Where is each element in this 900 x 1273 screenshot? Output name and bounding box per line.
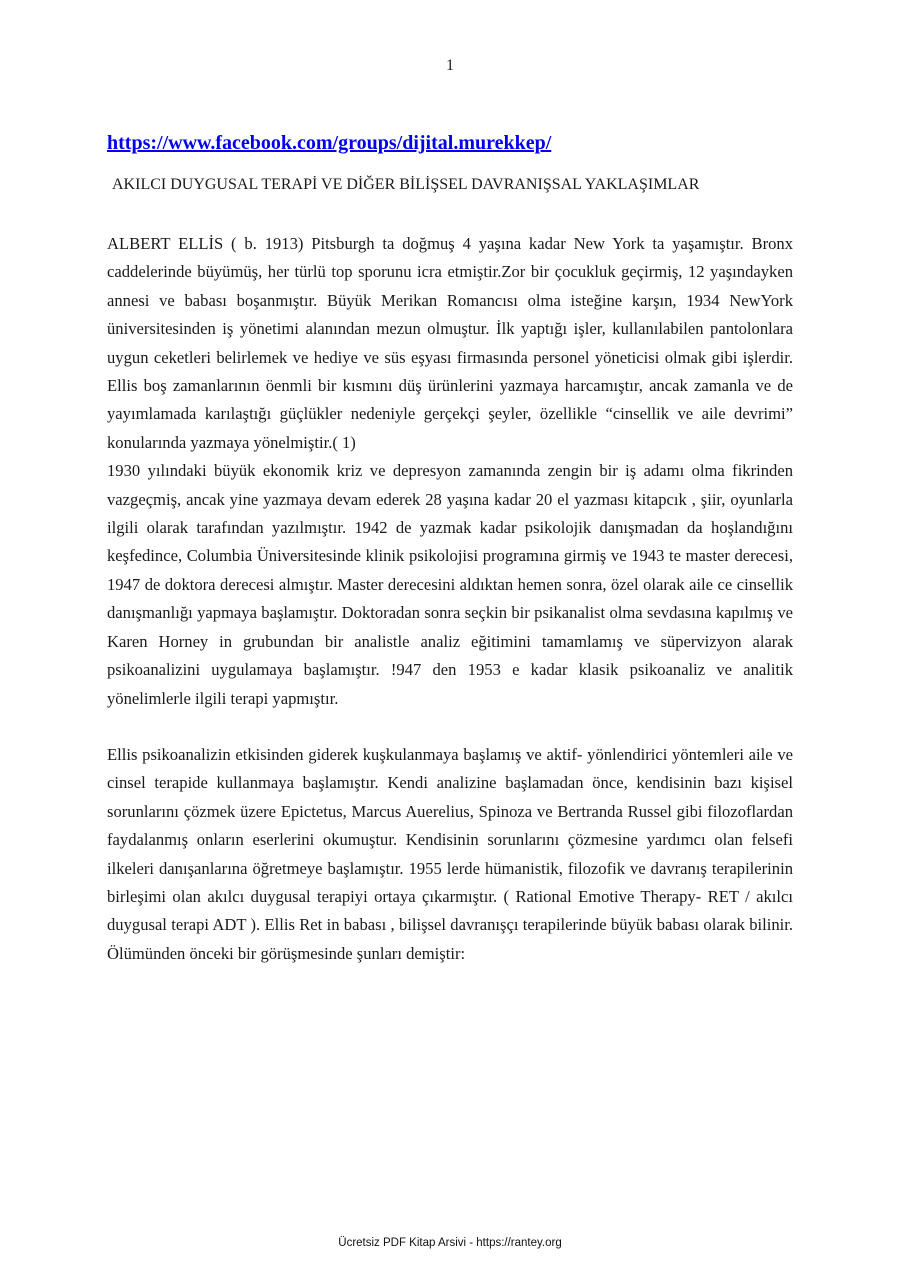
body-text bbox=[107, 230, 793, 968]
page-footer: Ücretsiz PDF Kitap Arsivi - https://rantey.org bbox=[338, 1237, 562, 1249]
paragraph-ellis-biography: ALBERT ELLİS ( b. 1913) Pitsburgh ta doğmuş 4 yaşına kadar New York ta yaşamıştır. Bronx caddelerinde büyümüş, her türlü top sporunu icra etmiştir.Zor bir çocukluk geçirmiş, 12 yaşındayken annesi ve babası boşanmıştır. Büyük Merikan Romancısı olma isteğine karşın, 1934 NewYork üniversitesinden iş yönetimi alanından mezun olmuştur. İlk yaptığı işler, kullanılabilen pantolonlara uygun ceketleri belirlemek ve hediye ve süs eşyası firmasında personel yöneticisi olmak gibi işlerdir. Ellis boş zamanlarının öenmli bir kısmını düş ürünlerini yazmaya harcamıştır, ancak zamanla ve de yayımlamada karılaştığı güçlükler nedeniyle gerçekçi şeyler, özellikle “cinsellik ve aile devrimi” konularında yazmaya yönelmiştir.( 1) bbox=[107, 234, 793, 452]
facebook-group-link[interactable]: https://www.facebook.com/groups/dijital.murekkep/ bbox=[107, 132, 552, 154]
paragraph-career: 1930 yılındaki büyük ekonomik kriz ve depresyon zamanında zengin bir iş adamı olma fikrinden vazgeçmiş, ancak yine yazmaya devam ederek 28 yaşına kadar 20 el yazması kitapcık , şiir, oyunlarla ilgili olarak tarafından yazılmıştır. 1942 de yazmak kadar psikolojik danışmadan da hoşlandığını keşfedince, Columbia Üniversitesinde klinik psikolojisi programına girmiş ve 1943 te master derecesi, 1947 de doktora derecesi almıştır. Master derecesini aldıktan hemen sonra, özel olarak aile ce cinsellik danışmanlığı yapmaya başlamıştır. Doktoradan sonra seçkin bir psikanalist olma sevdasına kapılmış ve Karen Horney in grubundan bir analistle analiz eğitimini tamamlamış ve süpervizyon alarak psikoanalizini uygulamaya başlamıştır. !947 den 1953 e kadar klasik psikoanaliz ve analitik yönelimlerle ilgili terapi yapmıştır. bbox=[107, 461, 793, 708]
page-number: 1 bbox=[446, 57, 454, 74]
paragraph-ret-origin: Ellis psikoanalizin etkisinden giderek kuşkulanmaya başlamış ve aktif- yönlendirici yöntemleri aile ve cinsel terapide kullanmaya başlamıştır. Kendi analizine başlamadan önce, kendisinin bazı kişisel sorunlarını çözmek üzere Epictetus, Marcus Auerelius, Spinoza ve Bertranda Russel gibi filozoflardan faydalanmış onların eserlerini okumuştur. Kendisinin sorunlarını çözmesine yardımcı olan felsefi ilkeleri danışanlarına öğretmeye başlamıştır. 1955 lerde hümanistik, filozofik ve davranış terapilerinin birleşimi olan akılcı duygusal terapiyi ortaya çıkarmıştır. ( Rational Emotive Therapy- RET / akılcı duygusal terapi ADT ). Ellis Ret in babası , bilişsel davranışçı terapilerinde büyük babası olarak bilinir. Ölümünden önceki bir görüşmesinde şunları demiştir: bbox=[107, 744, 793, 963]
chapter-title: AKILCI DUYGUSAL TERAPİ VE DİĞER BİLİŞSEL DAVRANIŞSAL YAKLAŞIMLAR bbox=[112, 176, 700, 193]
